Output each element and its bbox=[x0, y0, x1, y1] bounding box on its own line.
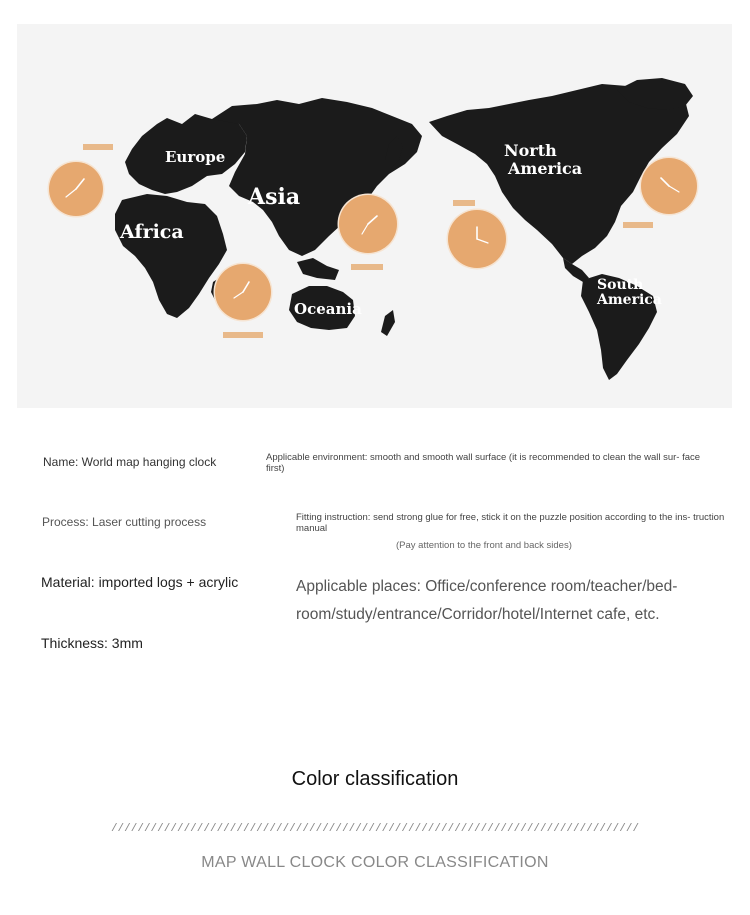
section-title: Color classification bbox=[291, 768, 459, 790]
southeast-asia-islands-shape bbox=[297, 258, 339, 280]
africa-shape bbox=[115, 194, 227, 318]
north-america-label-line1: North bbox=[504, 141, 557, 160]
south-america-label-line1: South bbox=[597, 277, 644, 293]
asia-label: Asia bbox=[248, 184, 301, 210]
spec-process: Process: Laser cutting process bbox=[42, 515, 207, 529]
north-america-label-line2: America bbox=[508, 159, 583, 178]
oceania-label: Oceania bbox=[294, 300, 362, 318]
clock-sydney-icon bbox=[214, 263, 273, 322]
clock-london-icon bbox=[48, 161, 105, 218]
spec-environment: Applicable environment: smooth and smooth wall surface (it is recommended to clean the wall sur- face first) bbox=[266, 452, 701, 474]
spec-places: Applicable places: Office/conference room/teacher/bed- room/study/entrance/Corridor/hotel/Internet cafe, etc. bbox=[296, 578, 678, 623]
product-hero-image bbox=[17, 24, 732, 408]
clock-city-tag bbox=[453, 200, 475, 206]
spec-name: Name: World map hanging clock bbox=[43, 455, 217, 469]
europe-label: Europe bbox=[165, 148, 226, 166]
clock-la-icon bbox=[447, 209, 508, 270]
central-america-shape bbox=[563, 258, 589, 282]
spec-fitting-note: (Pay attention to the front and back sides) bbox=[396, 540, 572, 551]
world-map-clock-illustration bbox=[17, 24, 732, 408]
south-america-label-line2: America bbox=[597, 292, 662, 308]
clock-newyork-icon bbox=[640, 157, 699, 216]
clock-beijing-icon bbox=[338, 194, 399, 255]
clock-city-tag bbox=[623, 222, 653, 228]
new-zealand-shape bbox=[381, 310, 395, 336]
spec-material: Material: imported logs + acrylic bbox=[41, 574, 239, 590]
clock-city-tag bbox=[83, 144, 113, 150]
clock-city-tag bbox=[223, 332, 263, 338]
clock-city-tag bbox=[351, 264, 383, 270]
africa-label: Africa bbox=[120, 221, 184, 243]
spec-thickness: Thickness: 3mm bbox=[41, 635, 143, 651]
section-divider: //////////////////////////////////////////////////////////////////////////////// bbox=[110, 823, 640, 835]
spec-fitting: Fitting instruction: send strong glue for free, stick it on the puzzle position according to the ins- truction manual bbox=[296, 512, 725, 534]
section-subtitle: MAP WALL CLOCK COLOR CLASSIFICATION bbox=[201, 854, 549, 871]
